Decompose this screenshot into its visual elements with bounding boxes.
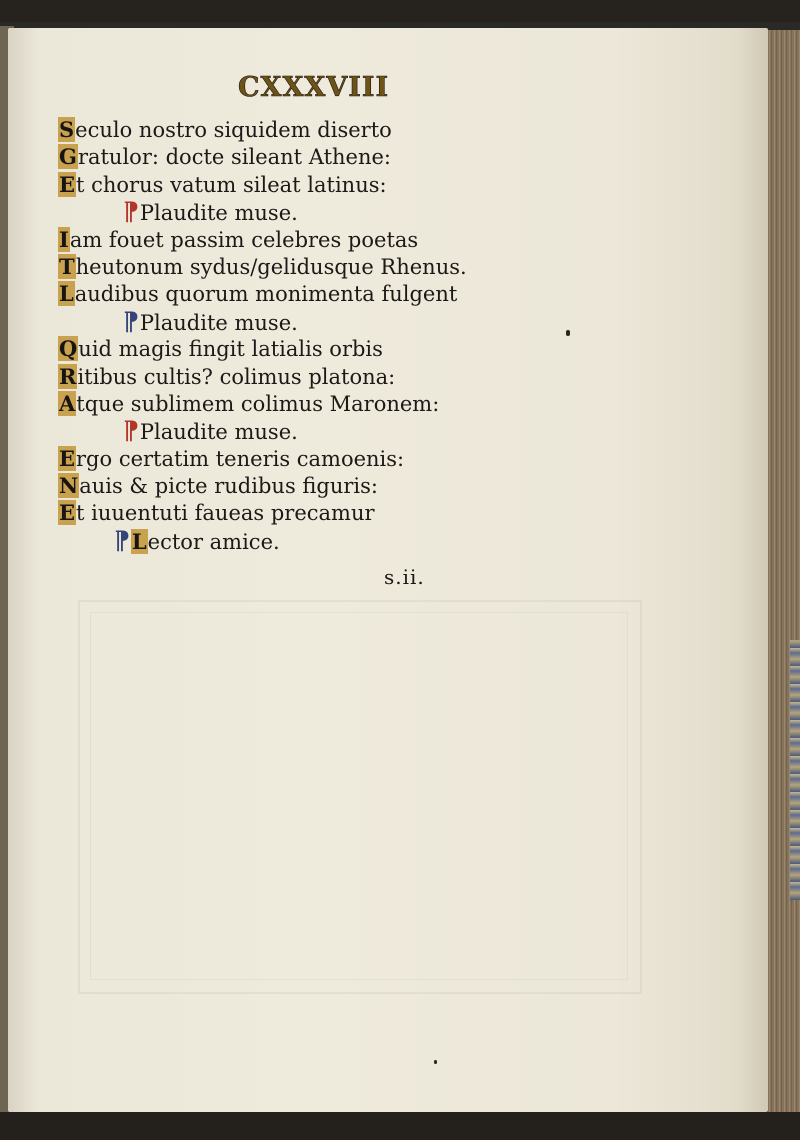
verse-text: t iuuentuti faueas precamur	[76, 501, 375, 526]
closing-line	[58, 527, 467, 554]
ink-speck	[566, 330, 570, 336]
verse-line	[58, 472, 467, 499]
verse-text: uid magis fingit latialis orbis	[78, 337, 383, 362]
initial-letter: L	[131, 528, 147, 554]
verse-text: tque sublimem colimus Maronem:	[76, 391, 440, 416]
verse-line	[58, 280, 467, 307]
initial-letter: Q	[59, 336, 78, 362]
closing-text: ector amice.	[147, 529, 280, 554]
fore-edge-pages	[768, 30, 800, 1120]
verse-line	[58, 445, 467, 472]
verse-text: audibus quorum monimenta fulgent	[74, 282, 458, 307]
initial-letter: S	[59, 117, 75, 142]
refrain-line	[58, 198, 467, 225]
signature-mark: s.ii.	[384, 565, 425, 589]
verse-text: auis & picte rudibus figuris:	[79, 474, 378, 499]
refrain-line	[58, 417, 467, 444]
initial-letter: R	[59, 363, 77, 389]
verse-text: rgo certatim teneris camoenis:	[76, 446, 405, 471]
refrain-line	[58, 308, 467, 335]
bottom-book-edge	[0, 1112, 800, 1140]
initial-letter: T	[59, 253, 75, 279]
verse-line	[58, 253, 467, 280]
verse-text: eculo nostro siquidem diserto	[75, 118, 392, 142]
initial-letter: E	[59, 171, 76, 197]
verse-text: ratulor: docte sileant Athene:	[77, 145, 392, 170]
pilcrow-mark: ⁋	[114, 525, 130, 555]
initial-letter: E	[59, 500, 76, 526]
verse-line	[58, 499, 467, 526]
verse-line	[58, 226, 467, 253]
woodcut-showthrough-inner	[90, 612, 628, 980]
refrain-text: Plaudite muse.	[139, 201, 298, 226]
verse-text: itibus cultis? colimus platona:	[77, 364, 396, 389]
verse-line	[58, 116, 467, 143]
initial-letter: N	[59, 473, 79, 499]
initial-letter: A	[59, 390, 76, 416]
pilcrow-mark: ⁋	[123, 306, 139, 336]
initial-letter: G	[59, 144, 77, 170]
verse-text: t chorus vatum sileat latinus:	[76, 172, 387, 197]
verse-text: heutonum sydus/gelidusque Rhenus.	[75, 254, 467, 279]
pilcrow-mark: ⁋	[123, 416, 139, 446]
marbled-edge	[790, 640, 800, 900]
folio-number: CXXXVIII	[238, 72, 390, 103]
verse-line	[58, 335, 467, 362]
verse-block	[58, 116, 467, 554]
pilcrow-mark: ⁋	[123, 197, 139, 227]
verse-line	[58, 143, 467, 170]
refrain-text: Plaudite muse.	[139, 420, 298, 445]
initial-letter: E	[59, 445, 76, 471]
ink-speck	[434, 1060, 437, 1064]
initial-letter: L	[59, 281, 74, 307]
verse-text: am fouet passim celebres poetas	[69, 227, 419, 252]
top-book-edge	[0, 0, 800, 22]
verse-line	[58, 390, 467, 417]
refrain-text: Plaudite muse.	[139, 310, 298, 335]
verse-line	[58, 363, 467, 390]
initial-letter: I	[59, 226, 69, 252]
verse-line	[58, 171, 467, 198]
